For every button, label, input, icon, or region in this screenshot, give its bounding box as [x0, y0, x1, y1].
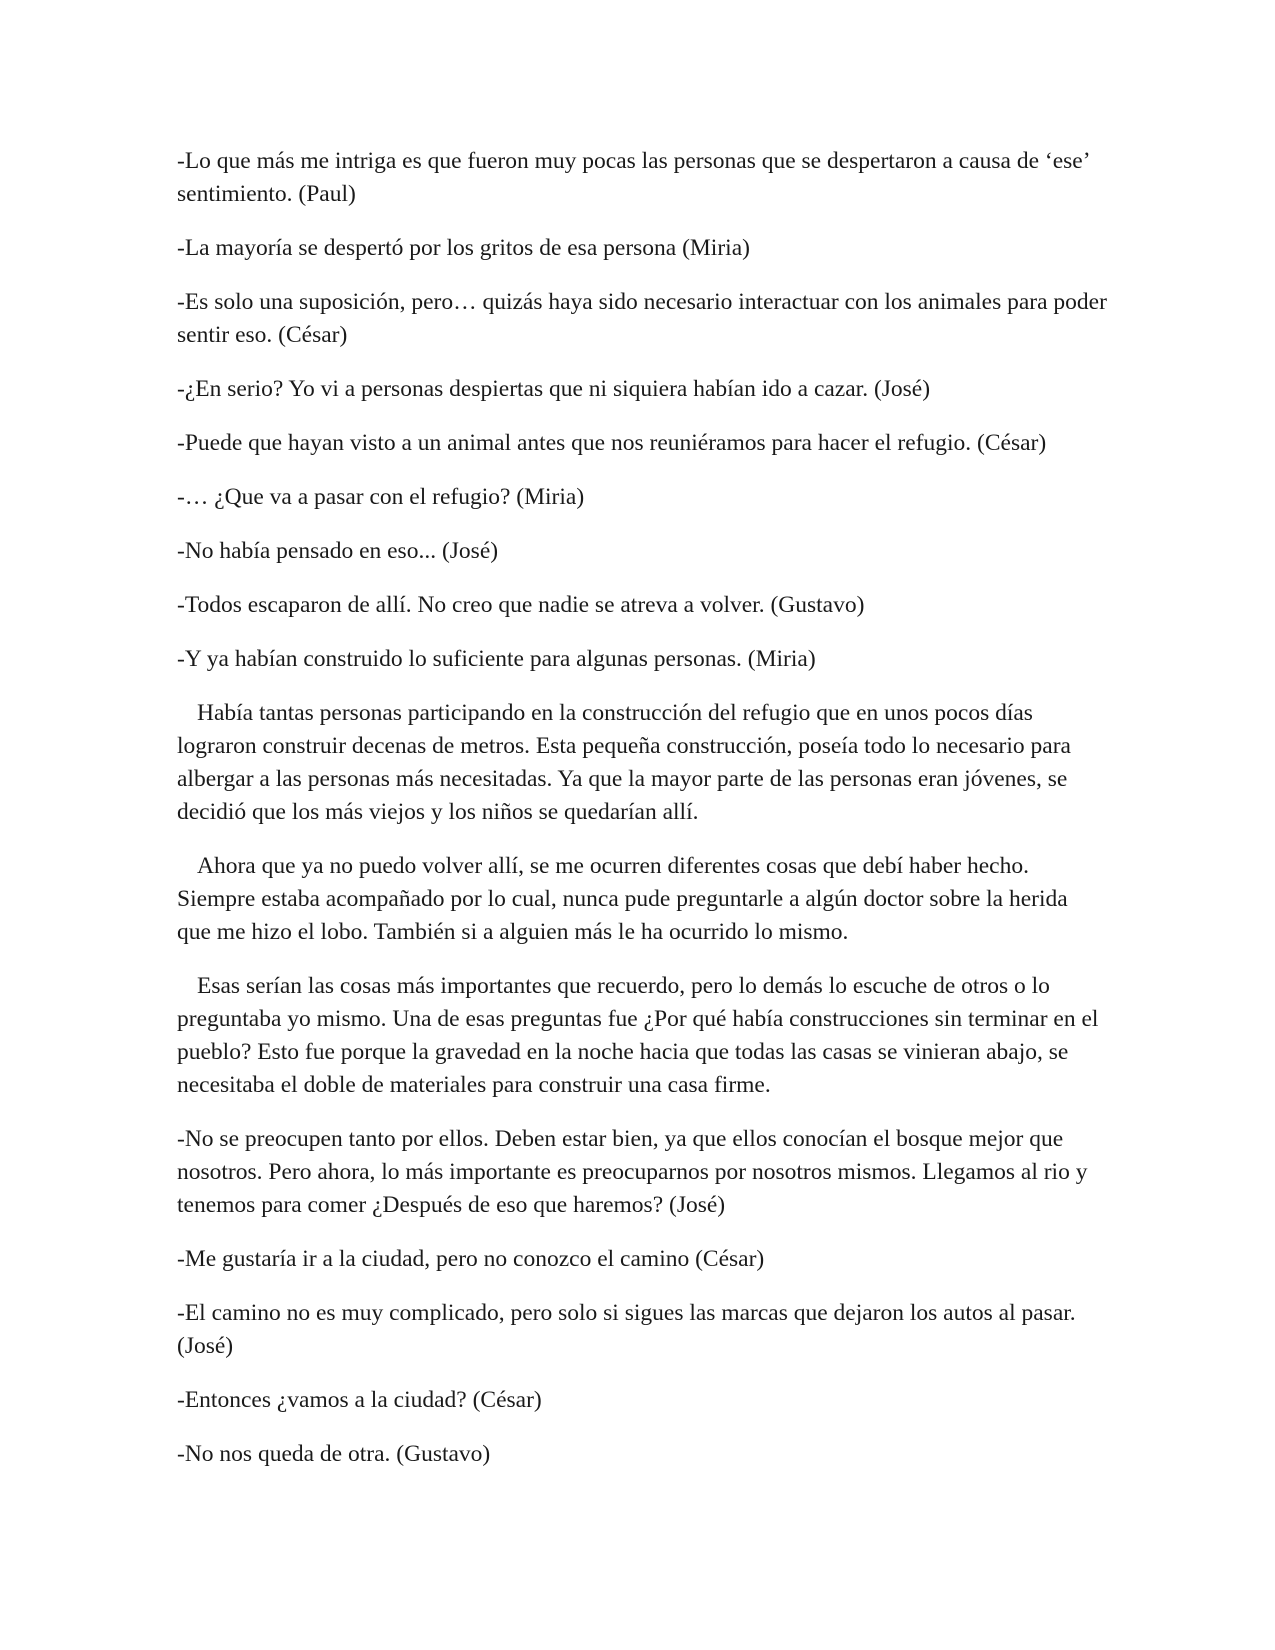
narrative-paragraph: Esas serían las cosas más importantes que recuerdo, pero lo demás lo escuche de otros o lo preguntaba yo mismo. Una de esas preguntas fue ¿Por qué había construcciones sin terminar en el pueblo? Esto fue porque la gravedad en la noche hacia que todas las casas se vinieran abajo, se necesitaba el doble de materiales para construir una casa firme.: [177, 973, 1099, 1098]
dialogue-line: -Lo que más me intriga es que fueron muy pocas las personas que se despertaron a causa de ‘ese’ sentimiento. (Paul): [177, 148, 1089, 207]
dialogue-line: -No había pensado en eso... (José): [177, 538, 499, 564]
document-body: [177, 145, 1107, 1492]
narrative-paragraph: Había tantas personas participando en la construcción del refugio que en unos pocos días lograron construir decenas de metros. Esta pequeña construcción, poseía todo lo necesario para albergar a las personas más necesitadas. Ya que la mayor parte de las personas eran jóvenes, se decidió que los más viejos y los niños se quedarían allí.: [177, 700, 1071, 825]
dialogue-line: -Me gustaría ir a la ciudad, pero no conozco el camino (César): [177, 1246, 765, 1272]
dialogue-line: -Puede que hayan visto a un animal antes que nos reuniéramos para hacer el refugio. (César): [177, 430, 1047, 456]
dialogue-line: -La mayoría se despertó por los gritos de esa persona (Miria): [177, 235, 750, 261]
dialogue-line: -No se preocupen tanto por ellos. Deben estar bien, ya que ellos conocían el bosque mejor que nosotros. Pero ahora, lo más importante es preocuparnos por nosotros mismos. Llegamos al rio y tenemos para comer ¿Después de eso que haremos? (José): [177, 1126, 1088, 1218]
narrative-paragraph: Ahora que ya no puedo volver allí, se me ocurren diferentes cosas que debí haber hecho. Siempre estaba acompañado por lo cual, nunca pude preguntarle a algún doctor sobre la herida que me hizo el lobo. También si a alguien más le ha ocurrido lo mismo.: [177, 853, 1068, 945]
dialogue-line: -Todos escaparon de allí. No creo que nadie se atreva a volver. (Gustavo): [177, 592, 865, 618]
dialogue-line: -No nos queda de otra. (Gustavo): [177, 1441, 491, 1467]
dialogue-line: -Y ya habían construido lo suficiente para algunas personas. (Miria): [177, 646, 816, 672]
dialogue-line: -Es solo una suposición, pero… quizás haya sido necesario interactuar con los animales para poder sentir eso. (César): [177, 289, 1107, 348]
dialogue-line: -El camino no es muy complicado, pero solo si sigues las marcas que dejaron los autos al pasar. (José): [177, 1300, 1076, 1359]
dialogue-line: -… ¿Que va a pasar con el refugio? (Miria): [177, 484, 585, 510]
dialogue-line: -Entonces ¿vamos a la ciudad? (César): [177, 1387, 542, 1413]
dialogue-line: -¿En serio? Yo vi a personas despiertas que ni siquiera habían ido a cazar. (José): [177, 376, 931, 402]
